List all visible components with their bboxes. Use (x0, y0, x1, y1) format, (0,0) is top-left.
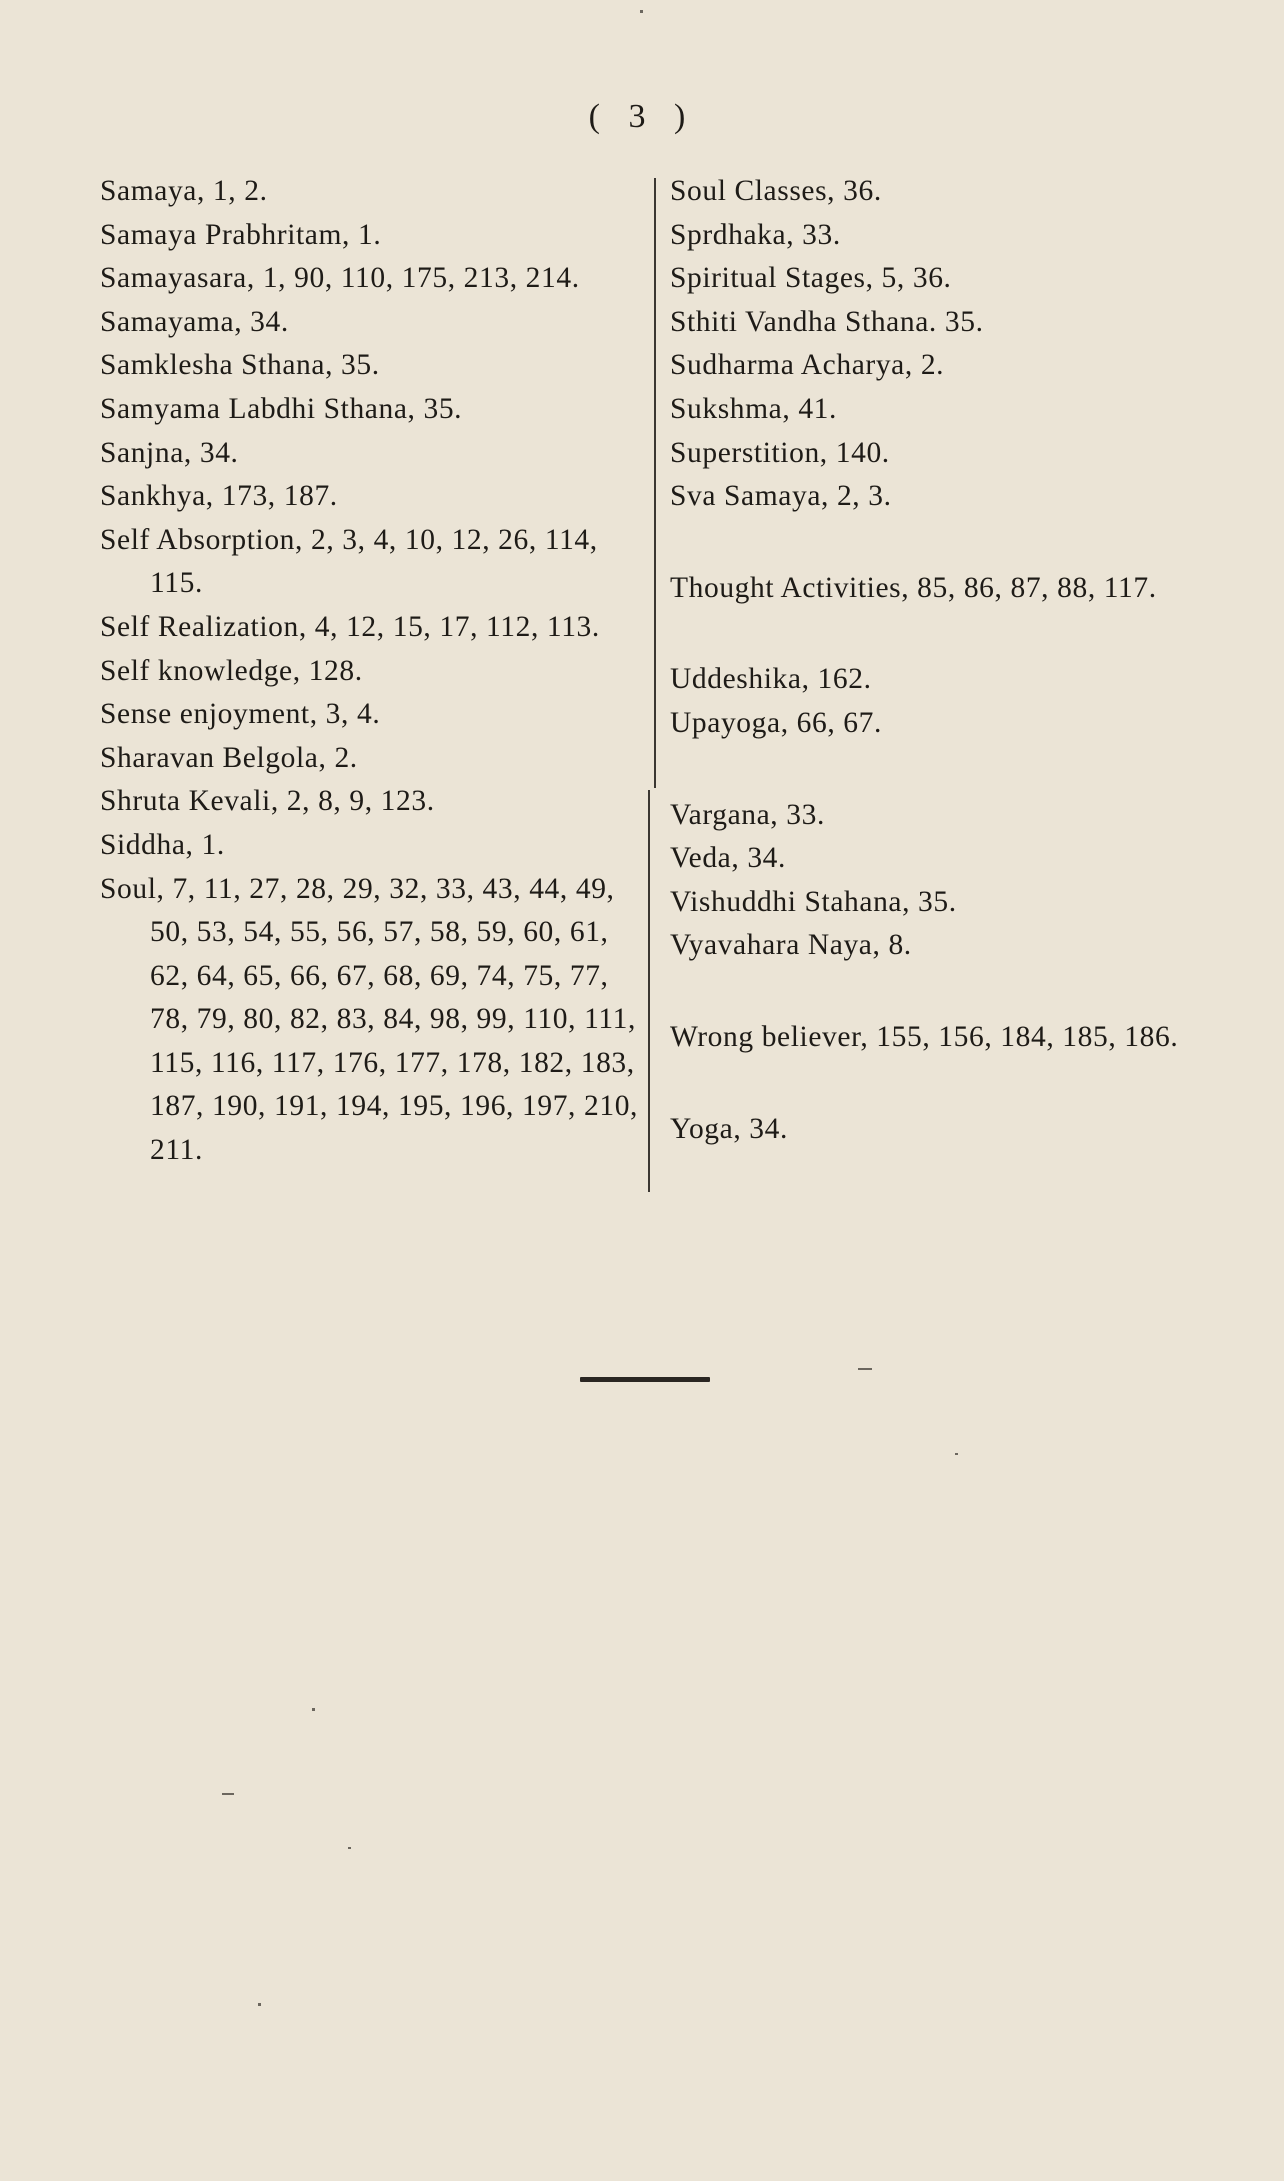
index-entry-soul-classes: Soul Classes, 36. (670, 175, 882, 207)
index-entry-sankhya: Sankhya, 173, 187. (100, 480, 338, 513)
index-entry-sharavan-belgola: Sharavan Belgola, 2. (100, 741, 358, 774)
section-gap (670, 610, 1230, 658)
index-entry-spiritual-stages: Spiritual Stages, 5, 36. (670, 262, 952, 295)
index-column-left (100, 170, 645, 1173)
index-entry-vargana: Vargana, 33. (670, 798, 825, 831)
paper-speck (348, 1847, 351, 1849)
index-entry-siddha: Siddha, 1. (100, 828, 225, 861)
index-entry-sthiti-vandha-sthana: Sthiti Vandha Sthana. 35. (670, 305, 984, 338)
index-entry-vyavahara-naya: Vyavahara Naya, 8. (670, 929, 912, 962)
index-entry-sukshma: Sukshma, 41. (670, 392, 838, 425)
paper-speck (955, 1453, 958, 1455)
index-entry-samyama-labdhi-sthana: Samyama Labdhi Sthana, 35. (100, 392, 463, 425)
index-entry-samayama: Samayama, 34. (100, 305, 289, 338)
index-entry-self-knowledge: Self knowledge, 128. (100, 654, 363, 687)
index-entry-soul: Soul, 7, 11, 27, 28, 29, 32, 33, 43, 44, 49, 50, 53, 54, 55, 56, 57, 58, 59, 60, 61, 62, 64, 65, 66, 67, 68, 69, 74, 75, 77, 78, 79, 80, 82, 83, 84, 98, 99, 110, 111, 115, 116, 117, 176, 177, 178, 182, 183, 187, 190, 191, 194, 195, 196, 197, 210, 211. (100, 872, 639, 1167)
end-rule (580, 1377, 710, 1382)
section-gap (670, 1060, 1230, 1108)
index-entry-sudharma-acharya: Sudharma Acharya, 2. (670, 349, 945, 382)
index-entry-samayasara: Samayasara, 1, 90, 110, 175, 213, 214. (100, 262, 580, 295)
paper-speck (858, 1368, 872, 1370)
index-entry-uddeshika: Uddeshika, 162. (670, 663, 872, 696)
page-number: ( 3 ) (588, 98, 696, 135)
index-entry-self-absorption: Self Absorption, 2, 3, 4, 10, 12, 26, 114, 115. (100, 523, 598, 600)
index-entry-thought-activities: Thought Activities, 85, 86, 87, 88, 117. (670, 571, 1157, 604)
index-entry-samaya-prabhritam: Samaya Prabhritam, 1. (100, 218, 382, 251)
index-entry-superstition: Superstition, 140. (670, 436, 890, 469)
index-entry-sprdhaka: Sprdhaka, 33. (670, 218, 841, 251)
index-entry-samaya: Samaya, 1, 2. (100, 175, 268, 207)
column-divider-lower (648, 790, 650, 1192)
section-gap (670, 519, 1230, 567)
section-gap (670, 746, 1230, 794)
section-gap (670, 968, 1230, 1016)
paper-speck (312, 1708, 315, 1711)
index-entry-vishuddhi-stahana: Vishuddhi Stahana, 35. (670, 885, 957, 918)
index-entry-self-realization: Self Realization, 4, 12, 15, 17, 112, 113. (100, 610, 600, 643)
index-entry-sva-samaya: Sva Samaya, 2, 3. (670, 480, 892, 513)
index-entry-yoga: Yoga, 34. (670, 1112, 788, 1145)
column-divider-upper (654, 178, 656, 788)
index-entry-sanjna: Sanjna, 34. (100, 436, 239, 469)
paper-speck (222, 1793, 234, 1795)
paper-speck (640, 10, 643, 13)
paper-speck (258, 2003, 261, 2006)
index-entry-sense-enjoyment: Sense enjoyment, 3, 4. (100, 698, 381, 731)
index-entry-shruta-kevali: Shruta Kevali, 2, 8, 9, 123. (100, 785, 435, 818)
index-column-right (670, 170, 1230, 1151)
index-entry-samklesha-sthana: Samklesha Sthana, 35. (100, 349, 380, 382)
index-entry-upayoga: Upayoga, 66, 67. (670, 706, 882, 739)
index-entry-wrong-believer: Wrong believer, 155, 156, 184, 185, 186. (670, 1020, 1179, 1053)
index-entry-veda: Veda, 34. (670, 842, 786, 875)
